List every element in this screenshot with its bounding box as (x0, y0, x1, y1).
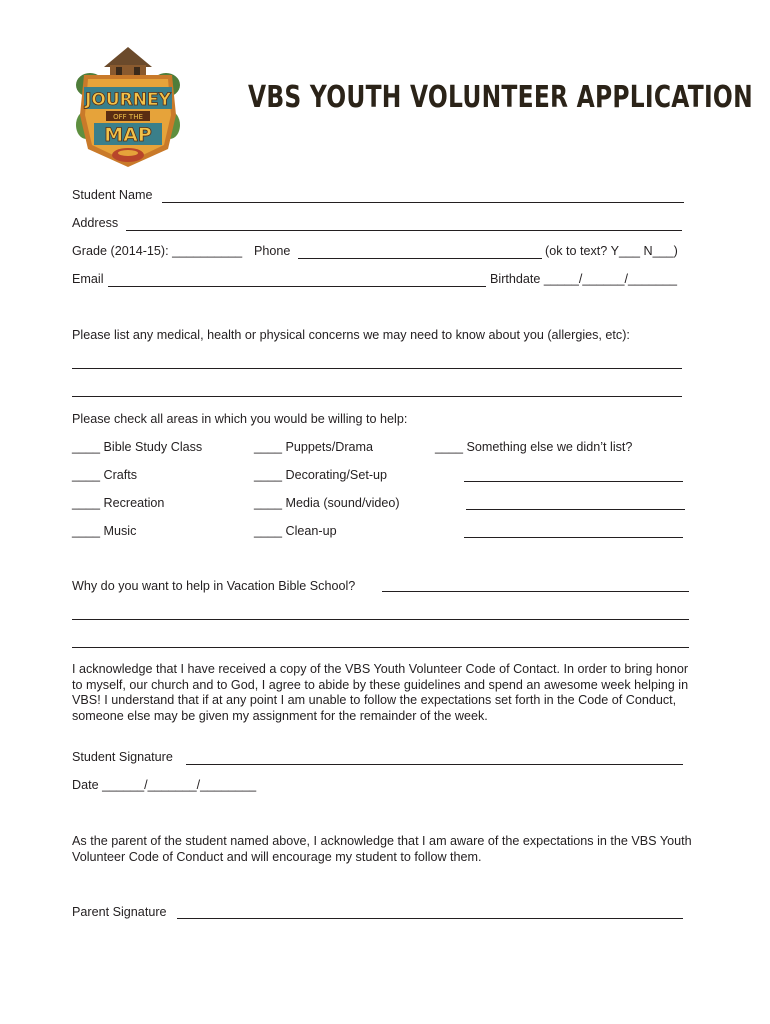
why-field[interactable] (382, 591, 689, 592)
help-option-something-else[interactable]: ____ Something else we didn’t list? (435, 440, 633, 454)
help-option-recreation[interactable]: ____ Recreation (72, 496, 165, 510)
ok-to-text: (ok to text? Y___ N___) (545, 244, 678, 258)
other-help-line-2[interactable] (466, 509, 685, 510)
acknowledge-text: I acknowledge that I have received a copy of the VBS Youth Volunteer Code of Contact. In order to bring honor to myself, our church and to God, I agree to abide by these guidelines and spend an awesome week helping in VBS! I understand that if at any point I am unable to follow the expectations set forth in the Code of Conduct, someone else may be given my assignment for the remainder of the week. (72, 662, 689, 723)
email-field[interactable] (108, 286, 486, 287)
medical-line-1[interactable] (72, 368, 682, 369)
why-prompt: Why do you want to help in Vacation Bible School? (72, 579, 356, 593)
other-help-line-3[interactable] (464, 537, 683, 538)
help-option-cleanup[interactable]: ____ Clean-up (254, 524, 337, 538)
student-name-label: Student Name (72, 188, 153, 202)
help-option-bible-study[interactable]: ____ Bible Study Class (72, 440, 203, 454)
grade-label: Grade (2014-15): __________ (72, 244, 243, 258)
student-name-field[interactable] (162, 202, 684, 203)
help-option-decorating[interactable]: ____ Decorating/Set-up (254, 468, 388, 482)
page-title: VBS YOUTH VOLUNTEER APPLICATION (248, 80, 753, 115)
help-option-crafts[interactable]: ____ Crafts (72, 468, 138, 482)
student-signature-label: Student Signature (72, 750, 173, 764)
date-label[interactable]: Date ______/_______/________ (72, 778, 257, 792)
help-option-puppets-drama[interactable]: ____ Puppets/Drama (254, 440, 374, 454)
email-label: Email (72, 272, 104, 286)
logo-mid-text: OFF THE (113, 113, 143, 121)
logo-top-text: JOURNEY (85, 90, 171, 110)
student-signature-field[interactable] (186, 764, 683, 765)
address-label: Address (72, 216, 119, 230)
logo-bottom-text: MAP (104, 124, 152, 146)
parent-signature-label: Parent Signature (72, 905, 167, 919)
parent-acknowledge-text: As the parent of the student named above, I acknowledge that I am aware of the expectations in the VBS Youth Volunteer Code of Conduct and will encourage my student to follow them. (72, 834, 692, 864)
help-option-music[interactable]: ____ Music (72, 524, 137, 538)
help-areas-prompt: Please check all areas in which you would be willing to help: (72, 412, 408, 426)
other-help-line-1[interactable] (464, 481, 683, 482)
why-line-3[interactable] (72, 647, 689, 648)
journey-off-the-map-logo (76, 45, 180, 169)
help-option-media[interactable]: ____ Media (sound/video) (254, 496, 400, 510)
parent-signature-field[interactable] (177, 918, 683, 919)
why-line-2[interactable] (72, 619, 689, 620)
medical-prompt: Please list any medical, health or physical concerns we may need to know about you (allergies, etc): (72, 328, 630, 342)
phone-field[interactable] (298, 258, 542, 259)
address-field[interactable] (126, 230, 682, 231)
birthdate-label: Birthdate _____/______/_______ (490, 272, 677, 286)
phone-label: Phone (254, 244, 291, 258)
medical-line-2[interactable] (72, 396, 682, 397)
